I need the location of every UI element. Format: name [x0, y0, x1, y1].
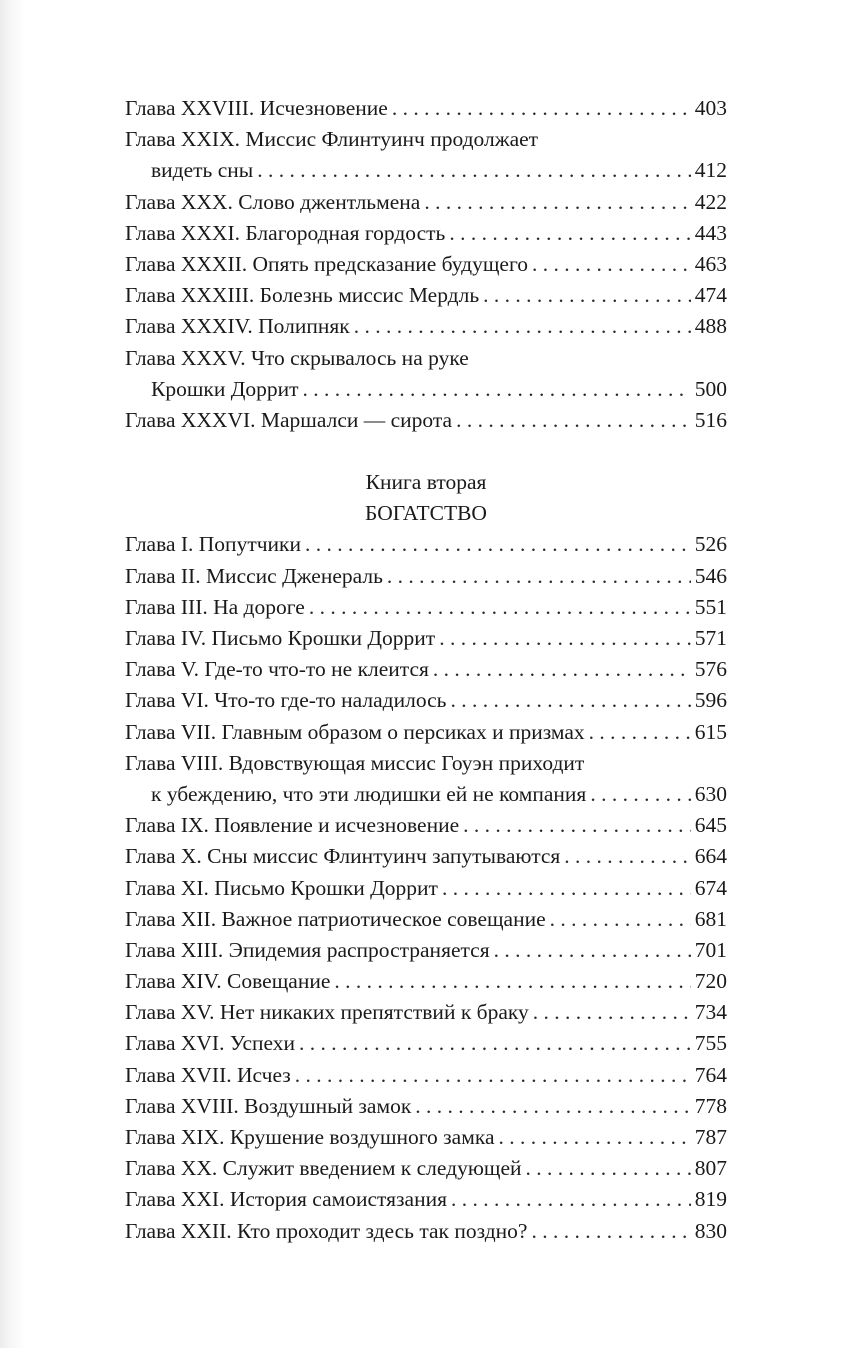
dot-leader: [442, 873, 691, 904]
toc-entry-title: Глава XXXIV. Полипняк: [125, 314, 350, 339]
toc-entry-title: Глава VIII. Вдовствующая миссис Гоуэн приходит: [125, 750, 585, 775]
toc-entry-continuation: Крошки Доррит: [151, 376, 299, 401]
toc-entry-title: Глава XXI. История самоистязания: [125, 1187, 447, 1212]
toc-page-number: 596: [694, 688, 727, 713]
toc-entry: [125, 561, 727, 592]
toc-entry-title: Глава I. Попутчики: [125, 532, 301, 557]
toc-entry-title: Глава XX. Служит введением к следующей: [125, 1156, 522, 1181]
toc-entry: [125, 405, 727, 436]
toc-page-number: 571: [694, 626, 727, 650]
toc-entry: [125, 685, 727, 716]
toc-entry-title: Глава XIV. Совещание: [125, 969, 331, 994]
toc-entry: [125, 966, 727, 997]
dot-leader: [334, 966, 690, 997]
dot-leader: [299, 1028, 691, 1059]
toc-entry: [125, 841, 727, 872]
toc-page-number: 630: [694, 781, 727, 806]
toc-entry-title: Глава X. Сны миссис Флинтуинч запутываются: [125, 844, 561, 869]
toc-entry-title: Глава VI. Что-то где-то наладилось: [125, 688, 447, 713]
toc-entry-title: Глава XII. Важное патриотическое совещание: [125, 906, 546, 931]
toc-entry: [125, 623, 727, 654]
toc-entry: [125, 218, 727, 249]
dot-leader: [449, 218, 690, 249]
toc-entry-title: Глава XV. Нет никаких препятствий к браку: [125, 1000, 529, 1025]
dot-leader: [387, 561, 691, 592]
toc-page-number: 551: [694, 594, 727, 619]
toc-page-number: 645: [694, 813, 727, 838]
toc-entry: [125, 873, 727, 904]
toc-entry-continuation: видеть сны: [151, 158, 254, 183]
dot-leader: [392, 93, 691, 124]
toc-entry: [125, 187, 727, 218]
toc-entry-title: Глава IX. Появление и исчезновение: [125, 813, 460, 838]
book-heading: Книга вторая: [365, 470, 487, 495]
dot-leader: [532, 249, 691, 280]
toc-entry: [125, 1216, 727, 1247]
toc-entry: [125, 717, 727, 748]
toc-page-number: 720: [694, 969, 727, 994]
toc-entry: [125, 93, 727, 124]
toc-page-number: 701: [694, 937, 727, 962]
toc-page-number: 778: [694, 1093, 727, 1118]
toc-page-number: 787: [694, 1125, 727, 1149]
toc-entry-title: Глава XXXIII. Болезнь миссис Мердль: [125, 283, 480, 308]
toc-entry-title: Глава XIII. Эпидемия распространяется: [125, 937, 490, 962]
toc-entry: [125, 155, 727, 186]
toc-entry: [125, 280, 727, 311]
toc-entry-title: Глава III. На дороге: [125, 594, 305, 619]
toc-entry: [125, 1122, 727, 1153]
section-spacer: [125, 436, 727, 467]
toc-page-number: 488: [694, 314, 727, 339]
dot-leader: [433, 654, 691, 685]
toc-entry-continuation: к убеждению, что эти людишки ей не компания: [151, 781, 587, 806]
toc-page-number: 443: [694, 220, 727, 245]
dot-leader: [564, 841, 690, 872]
toc-entry: [125, 654, 727, 685]
dot-leader: [590, 779, 690, 810]
toc-entry-title: Глава XXVIII. Исчезновение: [125, 96, 388, 120]
toc-entry: [125, 779, 727, 810]
toc-entry: [125, 1060, 727, 1091]
toc-list-part1: [125, 93, 727, 436]
toc-entry-title: Глава XXXI. Благородная гордость: [125, 220, 446, 245]
toc-entry-title: Глава IV. Письмо Крошки Доррит: [125, 626, 436, 650]
toc-entry: [125, 529, 727, 560]
toc-entry-title: Глава XXXV. Что скрывалось на руке: [125, 345, 469, 370]
toc-entry: [125, 904, 727, 935]
dot-leader: [309, 592, 691, 623]
toc-page-number: 734: [694, 1000, 727, 1025]
toc-list-part2: [125, 529, 727, 1246]
dot-leader: [451, 1184, 691, 1215]
toc-entry: [125, 810, 727, 841]
toc-entry-title: Глава V. Где-то что-то не клеится: [125, 657, 429, 682]
toc-entry: [125, 1028, 727, 1059]
dot-leader: [456, 405, 691, 436]
dot-leader: [499, 1122, 691, 1153]
toc-page-number: 516: [694, 407, 727, 432]
toc-entry: [125, 935, 727, 966]
toc-entry-title: Глава XI. Письмо Крошки Доррит: [125, 875, 438, 900]
dot-leader: [424, 187, 690, 218]
dot-leader: [526, 1153, 691, 1184]
toc-page-number: 664: [694, 844, 727, 869]
toc-page-number: 412: [694, 158, 727, 183]
toc-page-number: 674: [694, 875, 727, 900]
toc-entry-title: Глава II. Миссис Дженераль: [125, 563, 383, 588]
dot-leader: [305, 529, 691, 560]
toc-page-number: 764: [694, 1062, 727, 1087]
dot-leader: [415, 1091, 690, 1122]
toc-page-number: 576: [694, 657, 727, 682]
dot-leader: [494, 935, 691, 966]
toc-entry-title: Глава XIX. Крушение воздушного замка: [125, 1125, 495, 1149]
dot-leader: [550, 904, 691, 935]
toc-entry-title: Глава XXXVI. Маршалси — сирота: [125, 407, 453, 432]
book-subtitle: БОГАТСТВО: [365, 501, 487, 526]
dot-leader: [533, 997, 691, 1028]
toc-entry-title: Глава XVI. Успехи: [125, 1031, 296, 1056]
dot-leader: [483, 280, 691, 311]
dot-leader: [531, 1216, 690, 1247]
table-of-contents: [125, 93, 727, 1247]
toc-entry: [125, 1091, 727, 1122]
toc-entry-title: Глава XXII. Кто проходит здесь так поздно?: [125, 1218, 528, 1243]
dot-leader: [257, 155, 691, 186]
toc-page-number: 819: [694, 1187, 727, 1212]
toc-page-number: 755: [694, 1031, 727, 1056]
dot-leader: [303, 374, 691, 405]
toc-page-number: 546: [694, 563, 727, 588]
dot-leader: [354, 311, 691, 342]
toc-entry-title: Глава XVII. Исчез: [125, 1062, 291, 1087]
dot-leader: [439, 623, 691, 654]
dot-leader: [589, 717, 691, 748]
toc-entry-title: Глава XXX. Слово джентльмена: [125, 189, 421, 214]
toc-entry-title: Глава VII. Главным образом о персиках и призмах: [125, 719, 585, 744]
dot-leader: [295, 1060, 691, 1091]
toc-page-number: 526: [694, 532, 727, 557]
toc-entry: [125, 374, 727, 405]
toc-entry: [125, 592, 727, 623]
toc-page-number: 500: [694, 376, 727, 401]
toc-page-number: 681: [694, 906, 727, 931]
dot-leader: [450, 685, 690, 716]
toc-entry-title: Глава XXXII. Опять предсказание будущего: [125, 251, 528, 276]
toc-entry: [125, 311, 727, 342]
toc-entry-title: Глава XVIII. Воздушный замок: [125, 1093, 412, 1118]
toc-entry: [125, 1153, 727, 1184]
toc-page-number: 474: [694, 283, 727, 308]
toc-entry: [125, 997, 727, 1028]
toc-page-number: 615: [694, 719, 727, 744]
toc-page-number: 422: [694, 189, 727, 214]
toc-entry: [125, 1184, 727, 1215]
dot-leader: [463, 810, 691, 841]
toc-entry-title: Глава XXIX. Миссис Флинтуинч продолжает: [125, 127, 539, 152]
toc-entry: [125, 249, 727, 280]
toc-page-number: 807: [694, 1156, 727, 1181]
toc-page-number: 830: [694, 1218, 727, 1243]
toc-page-number: 403: [694, 96, 727, 120]
toc-page-number: 463: [694, 251, 727, 276]
